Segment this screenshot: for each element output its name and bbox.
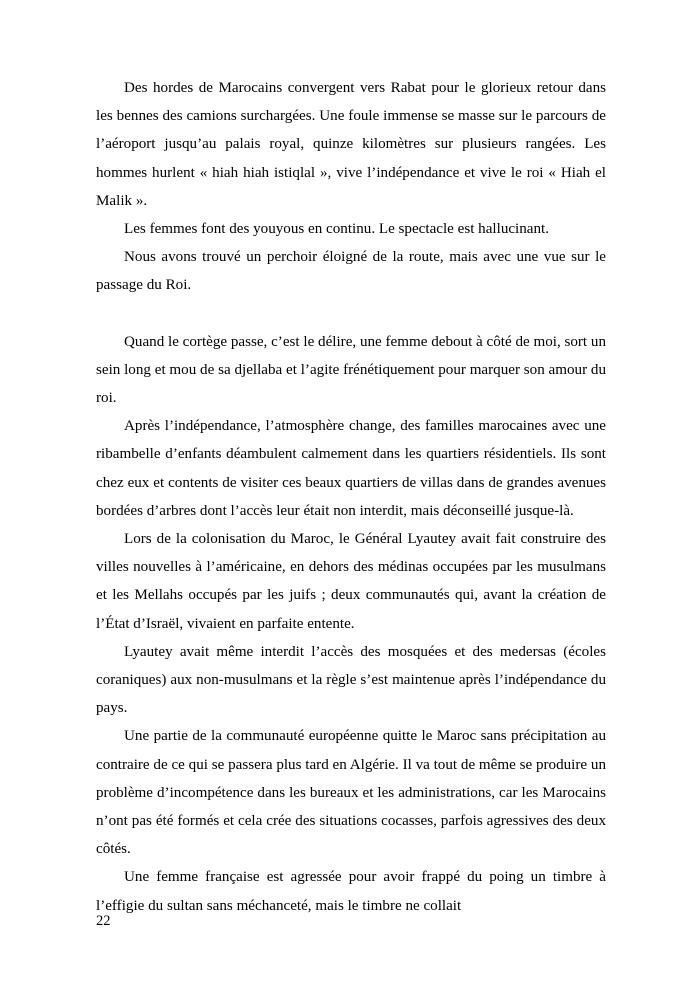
paragraph: Lors de la colonisation du Maroc, le Général Lyautey avait fait construire des villes nouvelles à l’américaine, en dehors des médinas occupées par les musulmans et les Mellahs occupés par les juifs ; deux communautés qui, avant la création de l’État d’Israël, vivaient en parfaite entente. [96,531,606,632]
page-number: 22 [96,913,111,929]
paragraph: Quand le cortège passe, c’est le délire, une femme debout à côté de moi, sort un sein long et mou de sa djellaba et l’agite frénétiquement pour marquer son amour du roi. [96,333,606,407]
paragraph: Après l’indépendance, l’atmosphère change, des familles marocaines avec une ribambelle d’enfants déambulent calmement dans les quartiers résidentiels. Ils sont chez eux et contents de visiter ces beaux quartiers de villas dans de grandes avenues bordées d’arbres dont l’accès leur était non interdit, mais déconseillé jusque-là. [96,418,606,519]
paragraph-spacer [96,300,606,328]
paragraph: Les femmes font des youyous en continu. Le spectacle est hallucinant. [124,221,550,238]
paragraph: Une partie de la communauté européenne quitte le Maroc sans précipitation au contraire de ce qui se passera plus tard en Algérie. Il va tout de même se produire un problème d’incompétence dans les bureaux et les administrations, car les Marocains n’ont pas été formés et cela crée des situations cocasses, parfois agressives des deux côtés. [96,728,606,858]
paragraph: Une femme française est agressée pour avoir frappé du poing un timbre à l’effigie du sultan sans méchanceté, mais le timbre ne collait [96,869,606,914]
paragraph: Nous avons trouvé un perchoir éloigné de la route, mais avec une vue sur le passage du Roi. [96,249,606,294]
paragraph: Des hordes de Marocains convergent vers Rabat pour le glorieux retour dans les bennes des camions surchargées. Une foule immense se masse sur le parcours de l’aéroport jusqu’au palais royal, quinze kilomètres sur plusieurs rangées. Les hommes hurlent « hiah hiah istiqlal », vive l’indépendance et vive le roi « Hiah el Malik ». [96,80,606,209]
page-text-block [96,74,606,920]
paragraph: Lyautey avait même interdit l’accès des mosquées et des medersas (écoles coraniques) aux non-musulmans et la règle s’est maintenue après l’indépendance du pays. [96,643,606,717]
